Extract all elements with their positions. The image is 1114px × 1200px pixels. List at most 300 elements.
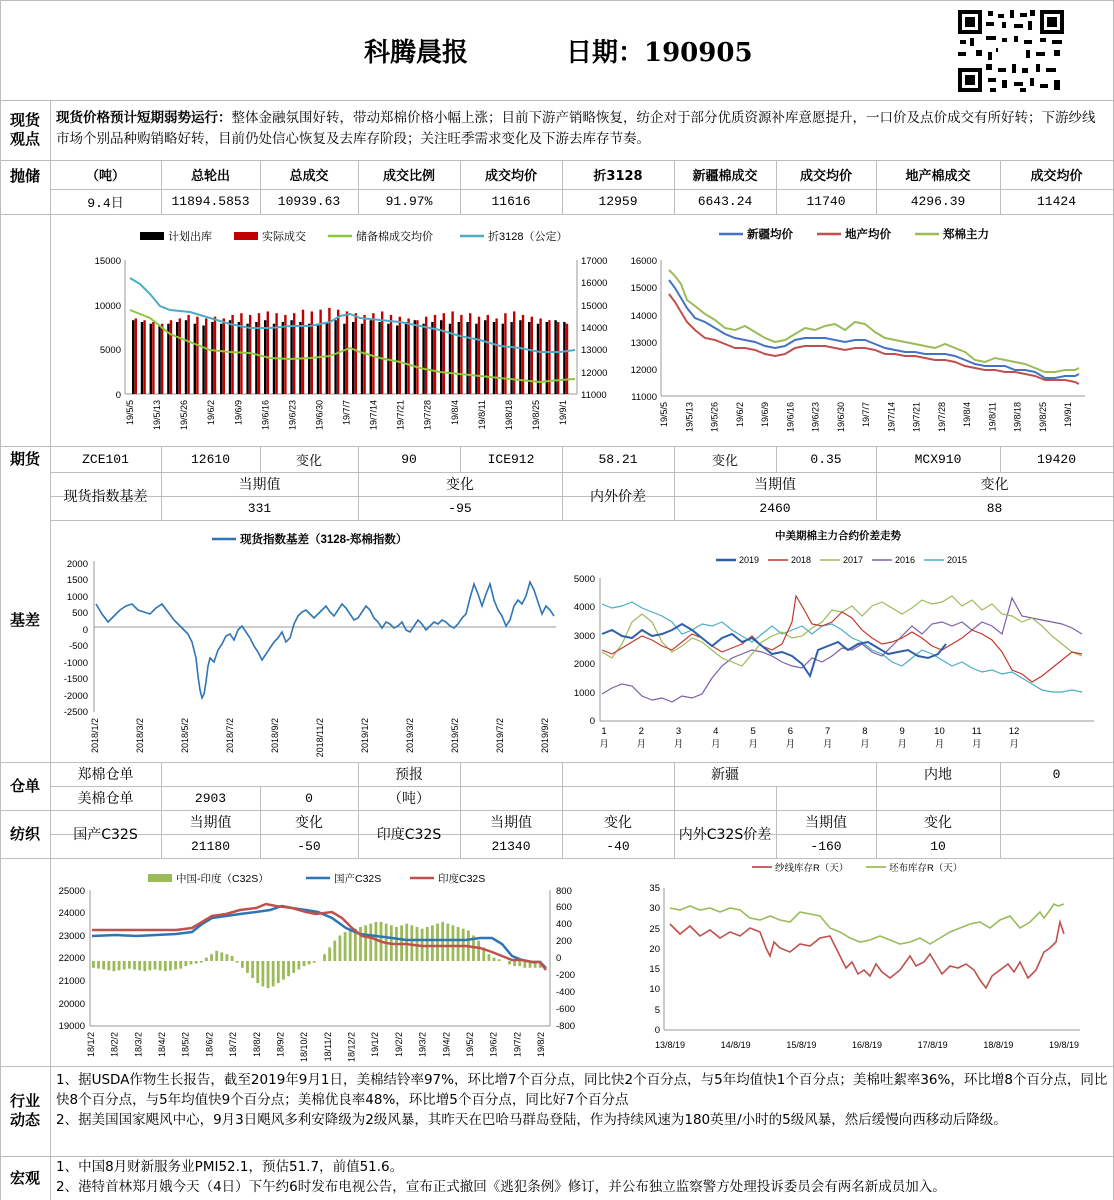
reserve-header: （吨）	[85, 169, 125, 184]
y2-tick: 14000	[581, 323, 608, 334]
reserve-header: 成交均价	[1030, 169, 1083, 184]
plan-bar	[554, 320, 556, 394]
diff-bar	[138, 961, 141, 970]
y-tick: 10000	[94, 301, 121, 312]
reserve-header: 总轮出	[190, 169, 230, 184]
y-tick: 24000	[58, 908, 85, 919]
diff-bars	[92, 922, 542, 988]
y2-tick: 12000	[581, 368, 608, 379]
x-tick: 19/7/2	[512, 1032, 523, 1058]
y2-tick: 15000	[581, 301, 608, 312]
x-tick: 18/1/2	[86, 1032, 96, 1058]
x-tick: 19/8/25	[530, 400, 541, 431]
diff-bar	[246, 961, 249, 973]
x-tick: 18/8/2	[251, 1032, 262, 1058]
actual-bar	[531, 317, 533, 394]
y-tick: 16000	[630, 256, 657, 267]
x-tick: 19/6/2	[206, 400, 217, 426]
actual-bar	[302, 310, 304, 394]
diff-bar	[436, 924, 439, 961]
reserve-cell: 11616	[491, 194, 531, 209]
local-label: 内地	[924, 767, 952, 783]
actual-bar	[416, 320, 418, 394]
y-tick: 5	[654, 1005, 660, 1016]
legend-swatch-actual	[234, 232, 258, 240]
diff-bar	[200, 961, 203, 963]
y2-tick: -600	[556, 1004, 576, 1015]
reserve-header: 成交比例	[382, 169, 435, 184]
actual-bar	[161, 324, 163, 394]
x-tick: 19/5/2	[464, 1032, 475, 1058]
x-tick: 19/7/21	[395, 400, 406, 431]
x-tick: 19/5/13	[684, 402, 695, 433]
plan-bar	[361, 324, 363, 394]
diff-bar	[323, 954, 326, 961]
spread-title: 中美期棉主力合约价差走势	[775, 530, 901, 542]
actual-bar	[249, 315, 251, 394]
section-textile: 纺织	[9, 824, 40, 843]
reserve-header: 总成交	[289, 169, 329, 184]
diff-bar	[118, 961, 121, 970]
reserve-cell: 12959	[598, 194, 638, 209]
x-tick: 月	[785, 739, 796, 750]
diff-bar	[344, 932, 347, 961]
y2-tick: 13000	[581, 345, 608, 356]
y-tick: 5000	[573, 574, 595, 585]
x-tick: 月	[599, 739, 609, 750]
series-2018	[602, 596, 1082, 682]
plan-bar	[255, 322, 257, 394]
x-tick: 2018/7/2	[225, 718, 235, 754]
x-tick: 19/7/7	[341, 400, 352, 426]
legend-swatch-plan	[140, 232, 164, 240]
x-tick: 18/3/2	[133, 1032, 144, 1058]
reserve-header: 成交均价	[484, 169, 537, 184]
cn-cur-label: 当期值	[189, 815, 232, 831]
plan-bar	[475, 324, 477, 394]
legend-yarn-stock: 纱线库存R（天）	[775, 863, 849, 874]
diff-bar	[405, 924, 408, 961]
io-chg-value: 88	[986, 500, 1003, 516]
diff-bar	[488, 954, 491, 961]
plan-bar	[220, 324, 222, 394]
plan-bar	[422, 324, 424, 394]
in-c32s-label: 印度C32S	[376, 827, 442, 843]
reserve-cell: 9.4日	[87, 196, 124, 211]
series-2019	[602, 624, 946, 676]
reserve-cell: 11424	[1036, 194, 1076, 209]
diff-bar	[457, 927, 460, 961]
ice-warehouse-label: 美棉仓单	[77, 791, 134, 807]
plan-bar	[396, 325, 398, 394]
actual-bar	[522, 315, 524, 394]
y-tick: 1000	[573, 688, 595, 699]
x-tick: 15/8/19	[786, 1040, 817, 1050]
actual-bar	[557, 322, 559, 394]
x-tick: 19/6/30	[314, 400, 325, 431]
reserve-cell: 6643.24	[697, 194, 753, 209]
x-tick: 19/4/2	[441, 1032, 452, 1058]
io-c32s-label: 内外C32S价差	[678, 827, 772, 843]
x-tick: 18/4/2	[157, 1032, 168, 1058]
actual-bar	[372, 313, 374, 394]
diff-bar	[128, 961, 131, 969]
x-tick: 19/7/14	[886, 402, 897, 433]
y-tick: 30	[649, 903, 660, 914]
actual-bar	[223, 318, 225, 394]
plan-bar	[431, 322, 433, 394]
futures-cell: 58.21	[598, 451, 638, 467]
cn-chg-label: 变化	[295, 815, 323, 831]
actual-bar	[135, 318, 137, 394]
plan-bar	[484, 320, 486, 394]
plan-bar	[150, 324, 152, 394]
x-tick: 19/5/5	[659, 402, 669, 428]
diff-bar	[518, 961, 521, 966]
legend-plan: 计划出库	[168, 231, 212, 243]
y-tick: 13000	[630, 338, 657, 349]
cn-c32s-label: 国产C32S	[73, 827, 138, 843]
diff-bar	[241, 961, 244, 968]
actual-bar	[214, 317, 216, 394]
y-tick: 0	[82, 625, 88, 636]
plan-bar	[132, 320, 134, 394]
io-c32s-cur-label: 当期值	[805, 815, 847, 831]
in-cur-label: 当期值	[490, 815, 532, 831]
plan-bar	[528, 322, 530, 394]
x-tick: 月	[934, 739, 945, 750]
reserve-cell: 4296.39	[910, 194, 966, 209]
x-tick: 月	[1009, 739, 1019, 750]
xinjiang-label: 新疆	[711, 767, 739, 783]
y-tick: 5000	[99, 345, 121, 356]
diff-bar	[256, 961, 259, 983]
x-tick: 1	[601, 726, 607, 737]
y2-tick: 16000	[581, 278, 608, 289]
futures-cell: 90	[401, 451, 417, 467]
io-c32s-chg-label: 变化	[924, 815, 952, 831]
diff-bar	[426, 927, 429, 961]
diff-bar	[431, 925, 434, 961]
section-industry: 行业动态	[9, 1092, 40, 1129]
y-tick: 4000	[573, 602, 595, 613]
diff-bar	[159, 961, 162, 970]
spread-chart	[566, 526, 1110, 760]
y-tick: 15000	[94, 256, 121, 267]
y-tick: 22000	[58, 953, 85, 964]
plan-bar	[334, 320, 336, 394]
legend-xinjiang: 新疆均价	[747, 229, 793, 241]
diff-bar	[195, 961, 198, 964]
actual-bar	[196, 317, 198, 394]
actual-bar	[469, 313, 471, 394]
plan-bar	[202, 325, 204, 394]
in-chg-value: -40	[606, 838, 630, 854]
io-c32s-chg-value: 10	[930, 838, 946, 854]
y-tick: 25000	[58, 886, 85, 897]
reserve-header: 新疆棉成交	[692, 169, 758, 184]
diff-bar	[220, 953, 223, 962]
plan-bar	[194, 324, 196, 394]
report-title: 科腾晨报	[364, 38, 469, 68]
x-tick: 8	[862, 726, 868, 737]
diff-bar	[133, 961, 136, 970]
legend-local: 地产均价	[845, 229, 891, 241]
diff-bar	[513, 961, 516, 966]
x-tick: 17/8/19	[917, 1040, 948, 1050]
plan-bar	[510, 322, 512, 394]
x-tick: 19/6/9	[760, 402, 770, 428]
y-tick: -2000	[63, 691, 88, 702]
plan-bar	[563, 322, 565, 394]
y2-tick: 200	[556, 936, 572, 947]
y2-tick: -400	[556, 987, 576, 998]
y-tick: 12000	[630, 365, 657, 376]
spot-view-text	[56, 108, 1108, 150]
plan-bar	[290, 320, 292, 394]
plan-bar	[458, 322, 460, 394]
diff-bar	[164, 961, 167, 971]
io-c32s-cur-value: -160	[810, 838, 842, 854]
diff-bar	[143, 961, 146, 971]
x-tick: 月	[971, 739, 982, 750]
basis-cur-label: 当期值	[238, 477, 281, 493]
actual-bar	[460, 315, 462, 394]
x-tick: 4	[713, 726, 719, 737]
y-tick: 1000	[66, 592, 88, 603]
y-tick: 20000	[58, 999, 85, 1010]
x-tick: 7	[824, 726, 831, 737]
industry-news	[56, 1070, 1108, 1130]
futures-cell: 12610	[190, 451, 230, 467]
y-tick: 35	[649, 883, 660, 894]
actual-bar	[355, 313, 357, 394]
x-tick: 19/5/26	[179, 400, 190, 431]
y-tick: 0	[115, 390, 121, 401]
section-futures: 期货	[9, 449, 40, 468]
plan-bar	[502, 324, 504, 394]
y-tick: 1500	[66, 575, 88, 586]
y-tick: 21000	[58, 976, 85, 987]
y2-tick: 800	[556, 886, 572, 897]
x-tick: 19/8/2	[536, 1032, 546, 1058]
diff-bar	[92, 961, 95, 968]
y2-tick: 17000	[581, 256, 608, 267]
actual-bar	[205, 318, 207, 394]
actual-bar	[443, 313, 445, 394]
diff-bar	[210, 954, 213, 961]
x-tick: 18/8/19	[983, 1040, 1014, 1050]
legend-diff: 中国-印度（C32S）	[176, 873, 269, 885]
diff-bar	[333, 941, 336, 961]
plan-bar	[211, 322, 213, 394]
spot-headline: 现货价格预计短期弱势运行：	[56, 110, 232, 126]
y-tick: -500	[68, 641, 88, 652]
actual-bar	[381, 311, 383, 394]
actual-bar	[566, 324, 568, 394]
actual-bar	[407, 318, 409, 394]
y2-tick: 11000	[581, 390, 607, 401]
x-tick: 19/8/11	[987, 402, 998, 432]
series-2016	[602, 598, 1082, 702]
actual-bar	[267, 311, 269, 394]
spot-body: 整体金融氛围好转，带动郑棉价格小幅上涨；目前下游产销略恢复，纺企对于部分优质资源补库意愿提升，一口价及点价成交有所好转；下游纱线市场个别品种购销略好转，目前仍处信心恢复及去库存阶段；关注旺季需求变化及下游去库存节奏。	[56, 110, 1096, 147]
io-chg-label: 变化	[980, 477, 1009, 493]
x-tick: 19/3/2	[417, 1032, 428, 1058]
basis-line	[96, 582, 554, 698]
cn-cur-value: 21180	[190, 838, 230, 854]
plan-bar	[352, 322, 354, 394]
diff-bar	[369, 924, 372, 961]
x-tick: 19/6/2	[488, 1032, 499, 1058]
futures-cell: ICE912	[487, 451, 535, 467]
reserve-header: 成交均价	[799, 169, 852, 184]
x-tick: 2018/11/2	[315, 718, 325, 758]
diff-bar	[231, 956, 234, 961]
y2-tick: -800	[556, 1021, 576, 1032]
actual-bar	[487, 315, 489, 394]
reserve-chart	[80, 222, 610, 444]
report-date: 日期：190905	[566, 38, 753, 68]
futures-cell: 19420	[1036, 451, 1076, 467]
x-tick: 19/6/16	[785, 402, 796, 433]
diff-bar	[282, 961, 285, 980]
x-tick: 2018/5/2	[180, 718, 190, 754]
plan-bar	[229, 320, 231, 394]
basis-chg-value: -95	[448, 500, 472, 516]
cn-chg-value: -50	[297, 838, 321, 854]
x-tick: 月	[636, 739, 647, 750]
diff-bar	[308, 961, 311, 964]
plan-bar	[546, 322, 548, 394]
diff-bar	[297, 961, 300, 970]
plan-bar	[158, 325, 160, 394]
x-tick: 月	[860, 739, 870, 750]
plan-bar	[405, 322, 407, 394]
legend-2016: 2016	[895, 555, 916, 565]
x-tick: 19/8/25	[1037, 402, 1048, 433]
futures-cell: 变化	[711, 453, 738, 469]
diff-bar	[498, 959, 501, 961]
y-tick: 500	[72, 608, 88, 619]
diff-bar	[477, 941, 480, 961]
diff-bar	[179, 961, 182, 969]
x-tick: 18/9/2	[275, 1032, 286, 1058]
actual-bar	[187, 315, 189, 394]
legend-2018: 2018	[791, 555, 812, 565]
diff-bar	[149, 961, 152, 970]
x-tick: 19/6/30	[835, 402, 846, 433]
x-tick: 月	[897, 739, 907, 750]
x-tick: 2019/7/2	[495, 718, 505, 754]
y-tick: 23000	[58, 931, 85, 942]
x-tick: 19/5/13	[152, 400, 163, 431]
diff-bar	[287, 961, 290, 976]
x-tick: 16/8/19	[851, 1040, 883, 1050]
section-basis: 基差	[9, 610, 40, 629]
reserve-cell: 91.97%	[385, 194, 433, 209]
basis-cur-value: 331	[247, 500, 272, 516]
y-tick: 15	[649, 964, 660, 975]
actual-bar	[311, 311, 313, 394]
plan-bar	[343, 324, 345, 394]
in-cur-value: 21340	[491, 838, 531, 854]
actual-bar	[231, 315, 233, 394]
plan-bar	[326, 322, 328, 394]
x-tick: 5	[750, 726, 756, 737]
diff-bar	[272, 961, 275, 987]
x-tick: 18/10/2	[299, 1032, 310, 1063]
plan-bar	[519, 320, 521, 394]
y-tick: -1500	[63, 674, 88, 685]
y-tick: -2500	[63, 707, 88, 718]
y-tick: 11000	[631, 392, 657, 403]
x-tick: 14/8/19	[720, 1040, 751, 1050]
x-tick: 19/8/18	[1012, 402, 1023, 433]
x-tick: 19/7/28	[422, 400, 433, 431]
x-tick: 19/6/23	[810, 402, 821, 433]
x-tick: 19/6/9	[233, 400, 244, 426]
diff-bar	[262, 961, 265, 987]
legend-2015: 2015	[947, 555, 968, 565]
legend-reserve-avg: 储备棉成交均价	[356, 231, 433, 243]
diff-bar	[364, 925, 367, 961]
y-tick: 15000	[630, 283, 657, 294]
actual-bar	[319, 310, 321, 394]
diff-bar	[441, 922, 444, 961]
reserve-cell: 10939.63	[277, 194, 341, 209]
y2-tick: 600	[556, 902, 572, 913]
section-macro: 宏观	[9, 1168, 40, 1187]
actual-bar	[143, 320, 145, 394]
legend-cn: 国产C32S	[334, 873, 382, 885]
x-tick: 19/5/5	[125, 400, 135, 426]
actual-bar	[399, 317, 401, 394]
reserve-bars	[132, 308, 568, 394]
diff-bar	[102, 961, 105, 970]
plan-bar	[185, 320, 187, 394]
legend-2017: 2017	[843, 555, 864, 565]
section-warehouse: 仓单	[9, 776, 40, 795]
legend-in: 印度C32S	[438, 873, 486, 885]
io-cur-value: 2460	[759, 500, 791, 516]
y2-tick: 400	[556, 919, 572, 930]
x-tick: 12	[1008, 726, 1020, 737]
diff-bar	[113, 961, 116, 971]
y-tick: 25	[649, 924, 660, 935]
x-tick: 19/7/14	[368, 400, 379, 431]
x-tick: 19/8/18	[503, 400, 514, 431]
ice-warehouse-chg: 0	[305, 790, 313, 806]
diff-bar	[375, 922, 378, 961]
actual-bar	[495, 318, 497, 394]
plan-bar	[141, 322, 143, 394]
x-tick: 19/2/2	[393, 1032, 404, 1058]
plan-bar	[466, 322, 468, 394]
diff-bar	[349, 930, 352, 961]
y-tick: 0	[589, 716, 595, 727]
qr-code-icon	[956, 8, 1066, 94]
actual-bar	[513, 311, 515, 394]
diff-bar	[339, 936, 342, 962]
plan-bar	[176, 322, 178, 394]
y-tick: 20	[649, 944, 660, 955]
plan-bar	[238, 322, 240, 394]
x-tick: 9	[899, 726, 905, 737]
basis-legend: 现货指数基差（3128-郑棉指数）	[240, 534, 408, 546]
zce-line	[669, 270, 1079, 372]
diff-bar	[184, 961, 187, 966]
